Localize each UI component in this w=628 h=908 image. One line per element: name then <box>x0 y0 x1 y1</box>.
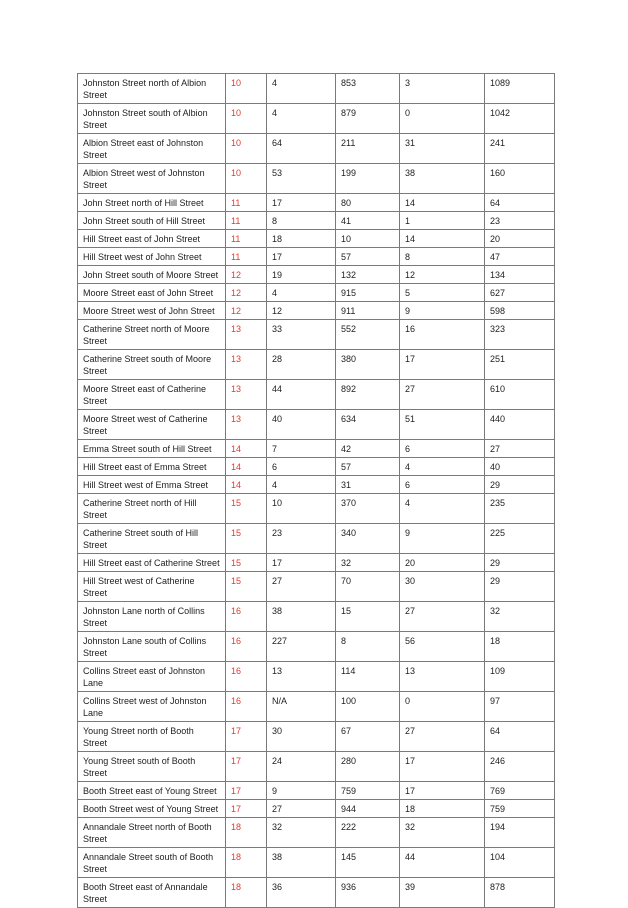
count-cell-d: 18 <box>485 632 555 662</box>
location-cell: Catherine Street south of Moore Street <box>78 350 226 380</box>
table-row <box>78 572 555 602</box>
count-cell-d: 251 <box>485 350 555 380</box>
count-cell-b: 634 <box>336 410 400 440</box>
route-number-cell: 12 <box>226 266 267 284</box>
count-cell-b: 199 <box>336 164 400 194</box>
table-row <box>78 722 555 752</box>
count-cell-c: 27 <box>400 722 485 752</box>
route-number-cell: 16 <box>226 662 267 692</box>
route-number-cell: 17 <box>226 782 267 800</box>
count-cell-b: 132 <box>336 266 400 284</box>
table-row <box>78 284 555 302</box>
count-cell-a: 17 <box>267 248 336 266</box>
location-cell: Booth Street east of Young Street <box>78 782 226 800</box>
count-cell-d: 160 <box>485 164 555 194</box>
count-cell-a: 4 <box>267 284 336 302</box>
count-cell-c: 39 <box>400 878 485 908</box>
route-number-cell: 13 <box>226 350 267 380</box>
count-cell-c: 13 <box>400 662 485 692</box>
count-cell-a: 12 <box>267 302 336 320</box>
table-row <box>78 164 555 194</box>
location-cell: Annandale Street north of Booth Street <box>78 818 226 848</box>
table-row <box>78 302 555 320</box>
count-cell-b: 892 <box>336 380 400 410</box>
count-cell-a: 44 <box>267 380 336 410</box>
table-row <box>78 320 555 350</box>
location-cell: Booth Street west of Young Street <box>78 800 226 818</box>
table-row <box>78 230 555 248</box>
count-cell-b: 340 <box>336 524 400 554</box>
count-cell-c: 6 <box>400 440 485 458</box>
table-row <box>78 800 555 818</box>
route-number-cell: 15 <box>226 554 267 572</box>
table-row <box>78 248 555 266</box>
route-number-cell: 14 <box>226 476 267 494</box>
table-row <box>78 194 555 212</box>
count-cell-b: 80 <box>336 194 400 212</box>
count-cell-d: 29 <box>485 554 555 572</box>
location-cell: Moore Street east of John Street <box>78 284 226 302</box>
location-cell: Johnston Street south of Albion Street <box>78 104 226 134</box>
count-cell-a: 6 <box>267 458 336 476</box>
route-number-cell: 16 <box>226 692 267 722</box>
count-cell-d: 1042 <box>485 104 555 134</box>
count-cell-d: 97 <box>485 692 555 722</box>
count-cell-d: 246 <box>485 752 555 782</box>
count-cell-b: 15 <box>336 602 400 632</box>
count-cell-a: 27 <box>267 800 336 818</box>
count-cell-a: 7 <box>267 440 336 458</box>
location-cell: Johnston Lane north of Collins Street <box>78 602 226 632</box>
count-cell-d: 64 <box>485 722 555 752</box>
count-cell-b: 759 <box>336 782 400 800</box>
count-cell-b: 57 <box>336 458 400 476</box>
table-body <box>78 74 555 908</box>
route-number-cell: 14 <box>226 440 267 458</box>
count-cell-a: 64 <box>267 134 336 164</box>
table-row <box>78 692 555 722</box>
count-cell-c: 4 <box>400 494 485 524</box>
location-cell: Albion Street east of Johnston Street <box>78 134 226 164</box>
route-number-cell: 10 <box>226 164 267 194</box>
location-cell: Emma Street south of Hill Street <box>78 440 226 458</box>
location-cell: Johnston Street north of Albion Street <box>78 74 226 104</box>
count-cell-d: 627 <box>485 284 555 302</box>
count-cell-b: 10 <box>336 230 400 248</box>
count-cell-a: 4 <box>267 74 336 104</box>
count-cell-d: 1089 <box>485 74 555 104</box>
route-number-cell: 10 <box>226 134 267 164</box>
count-cell-c: 30 <box>400 572 485 602</box>
count-cell-b: 944 <box>336 800 400 818</box>
location-cell: Albion Street west of Johnston Street <box>78 164 226 194</box>
count-cell-b: 380 <box>336 350 400 380</box>
route-number-cell: 13 <box>226 320 267 350</box>
count-cell-c: 12 <box>400 266 485 284</box>
count-cell-a: 23 <box>267 524 336 554</box>
count-cell-c: 8 <box>400 248 485 266</box>
count-cell-d: 64 <box>485 194 555 212</box>
count-cell-b: 67 <box>336 722 400 752</box>
count-cell-a: 10 <box>267 494 336 524</box>
table-row <box>78 104 555 134</box>
count-cell-b: 211 <box>336 134 400 164</box>
count-cell-b: 41 <box>336 212 400 230</box>
count-cell-b: 70 <box>336 572 400 602</box>
location-cell: Booth Street east of Annandale Street <box>78 878 226 908</box>
count-cell-d: 27 <box>485 440 555 458</box>
count-cell-b: 32 <box>336 554 400 572</box>
count-cell-b: 853 <box>336 74 400 104</box>
location-cell: Hill Street east of Catherine Street <box>78 554 226 572</box>
location-cell: Moore Street west of Catherine Street <box>78 410 226 440</box>
count-cell-d: 29 <box>485 572 555 602</box>
count-cell-a: 32 <box>267 818 336 848</box>
count-cell-a: 30 <box>267 722 336 752</box>
route-number-cell: 17 <box>226 800 267 818</box>
count-cell-d: 194 <box>485 818 555 848</box>
count-cell-c: 1 <box>400 212 485 230</box>
location-cell: Moore Street west of John Street <box>78 302 226 320</box>
location-cell: Collins Street east of Johnston Lane <box>78 662 226 692</box>
count-cell-a: 28 <box>267 350 336 380</box>
count-cell-b: 8 <box>336 632 400 662</box>
count-cell-b: 911 <box>336 302 400 320</box>
route-number-cell: 13 <box>226 380 267 410</box>
table-row <box>78 878 555 908</box>
count-cell-c: 3 <box>400 74 485 104</box>
count-cell-b: 31 <box>336 476 400 494</box>
count-cell-a: 4 <box>267 104 336 134</box>
count-cell-b: 370 <box>336 494 400 524</box>
location-cell: Catherine Street north of Moore Street <box>78 320 226 350</box>
count-cell-a: 33 <box>267 320 336 350</box>
count-cell-d: 29 <box>485 476 555 494</box>
count-cell-a: 38 <box>267 848 336 878</box>
count-cell-d: 241 <box>485 134 555 164</box>
count-cell-c: 38 <box>400 164 485 194</box>
count-cell-b: 552 <box>336 320 400 350</box>
count-cell-d: 32 <box>485 602 555 632</box>
location-cell: Hill Street east of John Street <box>78 230 226 248</box>
count-cell-a: 13 <box>267 662 336 692</box>
count-cell-c: 6 <box>400 476 485 494</box>
route-number-cell: 15 <box>226 572 267 602</box>
count-cell-a: 36 <box>267 878 336 908</box>
route-number-cell: 18 <box>226 818 267 848</box>
location-cell: Catherine Street north of Hill Street <box>78 494 226 524</box>
route-number-cell: 18 <box>226 878 267 908</box>
count-cell-b: 222 <box>336 818 400 848</box>
count-cell-c: 0 <box>400 692 485 722</box>
table-row <box>78 134 555 164</box>
location-cell: Johnston Lane south of Collins Street <box>78 632 226 662</box>
table-row <box>78 380 555 410</box>
count-cell-b: 42 <box>336 440 400 458</box>
count-cell-d: 109 <box>485 662 555 692</box>
table-row <box>78 524 555 554</box>
route-number-cell: 17 <box>226 722 267 752</box>
count-cell-d: 323 <box>485 320 555 350</box>
table-row <box>78 74 555 104</box>
location-cell: Collins Street west of Johnston Lane <box>78 692 226 722</box>
route-number-cell: 16 <box>226 602 267 632</box>
traffic-count-table <box>77 73 555 908</box>
location-cell: Hill Street west of John Street <box>78 248 226 266</box>
table-row <box>78 212 555 230</box>
location-cell: Moore Street east of Catherine Street <box>78 380 226 410</box>
count-cell-a: 17 <box>267 194 336 212</box>
route-number-cell: 11 <box>226 212 267 230</box>
route-number-cell: 17 <box>226 752 267 782</box>
count-cell-a: 40 <box>267 410 336 440</box>
count-cell-a: 17 <box>267 554 336 572</box>
count-cell-d: 440 <box>485 410 555 440</box>
location-cell: Catherine Street south of Hill Street <box>78 524 226 554</box>
route-number-cell: 11 <box>226 248 267 266</box>
location-cell: Young Street south of Booth Street <box>78 752 226 782</box>
table-row <box>78 752 555 782</box>
count-cell-d: 20 <box>485 230 555 248</box>
count-cell-a: 227 <box>267 632 336 662</box>
count-cell-a: 8 <box>267 212 336 230</box>
count-cell-b: 915 <box>336 284 400 302</box>
count-cell-c: 14 <box>400 194 485 212</box>
count-cell-b: 936 <box>336 878 400 908</box>
location-cell: Hill Street west of Emma Street <box>78 476 226 494</box>
route-number-cell: 18 <box>226 848 267 878</box>
table-row <box>78 782 555 800</box>
count-cell-c: 4 <box>400 458 485 476</box>
table-row <box>78 494 555 524</box>
count-cell-d: 878 <box>485 878 555 908</box>
table-row <box>78 602 555 632</box>
count-cell-a: N/A <box>267 692 336 722</box>
count-cell-c: 51 <box>400 410 485 440</box>
route-number-cell: 14 <box>226 458 267 476</box>
count-cell-c: 5 <box>400 284 485 302</box>
table-row <box>78 818 555 848</box>
count-cell-d: 23 <box>485 212 555 230</box>
count-cell-d: 769 <box>485 782 555 800</box>
count-cell-c: 17 <box>400 350 485 380</box>
count-cell-b: 280 <box>336 752 400 782</box>
table-row <box>78 632 555 662</box>
route-number-cell: 11 <box>226 230 267 248</box>
count-cell-c: 18 <box>400 800 485 818</box>
location-cell: Annandale Street south of Booth Street <box>78 848 226 878</box>
route-number-cell: 11 <box>226 194 267 212</box>
count-cell-c: 20 <box>400 554 485 572</box>
count-cell-a: 27 <box>267 572 336 602</box>
count-cell-a: 38 <box>267 602 336 632</box>
route-number-cell: 10 <box>226 74 267 104</box>
count-cell-b: 100 <box>336 692 400 722</box>
count-cell-d: 235 <box>485 494 555 524</box>
location-cell: Hill Street east of Emma Street <box>78 458 226 476</box>
count-cell-d: 134 <box>485 266 555 284</box>
count-cell-a: 4 <box>267 476 336 494</box>
count-cell-c: 17 <box>400 752 485 782</box>
count-cell-c: 9 <box>400 302 485 320</box>
count-cell-c: 56 <box>400 632 485 662</box>
count-cell-d: 225 <box>485 524 555 554</box>
count-cell-d: 40 <box>485 458 555 476</box>
location-cell: John Street north of Hill Street <box>78 194 226 212</box>
count-cell-d: 610 <box>485 380 555 410</box>
count-cell-b: 879 <box>336 104 400 134</box>
count-cell-c: 14 <box>400 230 485 248</box>
location-cell: Young Street north of Booth Street <box>78 722 226 752</box>
count-cell-c: 32 <box>400 818 485 848</box>
route-number-cell: 12 <box>226 302 267 320</box>
count-cell-c: 27 <box>400 380 485 410</box>
count-cell-c: 9 <box>400 524 485 554</box>
count-cell-c: 17 <box>400 782 485 800</box>
location-cell: Hill Street west of Catherine Street <box>78 572 226 602</box>
count-cell-b: 145 <box>336 848 400 878</box>
table-row <box>78 410 555 440</box>
count-cell-d: 104 <box>485 848 555 878</box>
table-row <box>78 350 555 380</box>
count-cell-b: 57 <box>336 248 400 266</box>
table-row <box>78 848 555 878</box>
count-cell-c: 16 <box>400 320 485 350</box>
count-cell-a: 9 <box>267 782 336 800</box>
table-row <box>78 554 555 572</box>
route-number-cell: 12 <box>226 284 267 302</box>
count-cell-c: 27 <box>400 602 485 632</box>
table-row <box>78 662 555 692</box>
count-cell-a: 53 <box>267 164 336 194</box>
count-cell-a: 24 <box>267 752 336 782</box>
route-number-cell: 15 <box>226 524 267 554</box>
route-number-cell: 16 <box>226 632 267 662</box>
route-number-cell: 15 <box>226 494 267 524</box>
count-cell-d: 47 <box>485 248 555 266</box>
location-cell: John Street south of Hill Street <box>78 212 226 230</box>
route-number-cell: 13 <box>226 410 267 440</box>
count-cell-a: 18 <box>267 230 336 248</box>
count-cell-d: 598 <box>485 302 555 320</box>
table-row <box>78 440 555 458</box>
count-cell-c: 44 <box>400 848 485 878</box>
count-cell-c: 0 <box>400 104 485 134</box>
route-number-cell: 10 <box>226 104 267 134</box>
count-cell-c: 31 <box>400 134 485 164</box>
table-row <box>78 476 555 494</box>
table-row <box>78 266 555 284</box>
count-cell-d: 759 <box>485 800 555 818</box>
location-cell: John Street south of Moore Street <box>78 266 226 284</box>
count-cell-b: 114 <box>336 662 400 692</box>
count-cell-a: 19 <box>267 266 336 284</box>
table-row <box>78 458 555 476</box>
